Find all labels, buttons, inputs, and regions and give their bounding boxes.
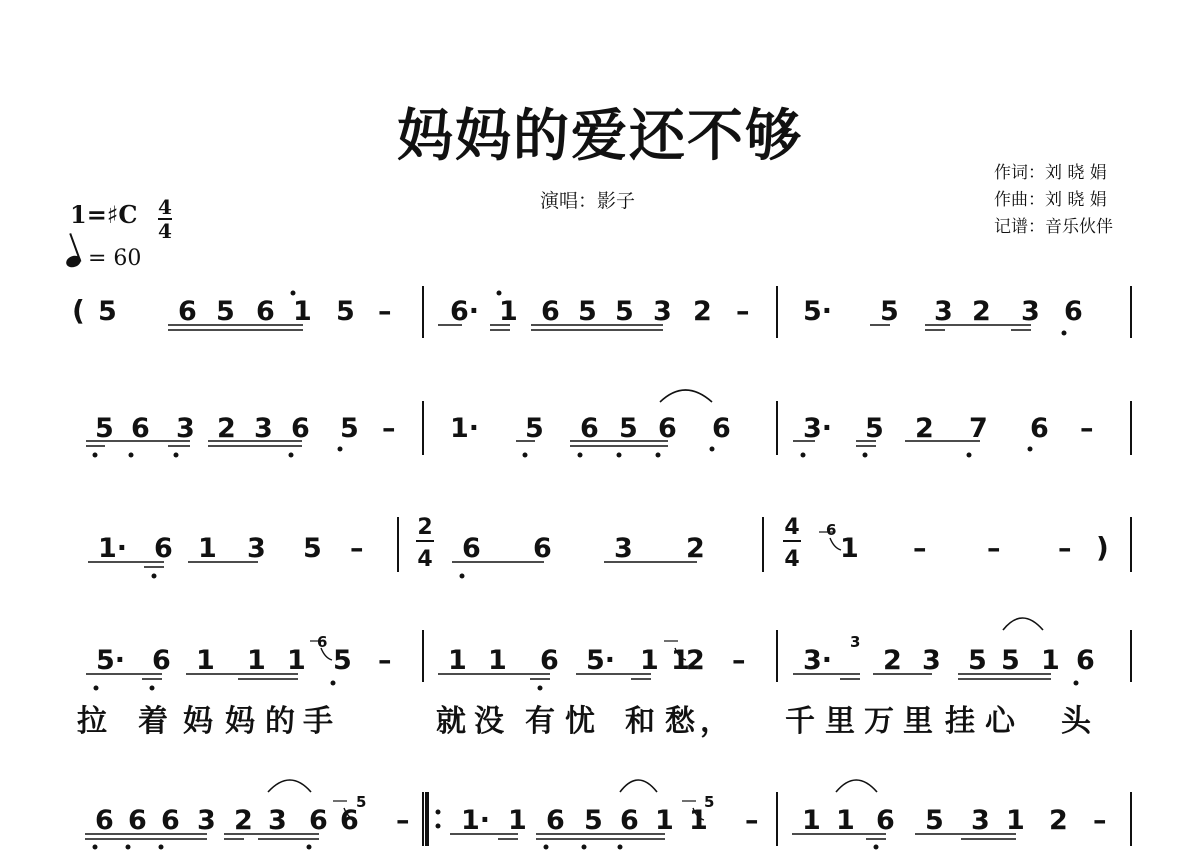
note: 6: [1064, 296, 1083, 327]
note: 6: [540, 645, 559, 676]
inline-ts-top: 2: [417, 515, 433, 540]
extension-dash: –: [1093, 805, 1107, 836]
note: 6: [131, 413, 150, 444]
lyric-char: 里: [903, 704, 933, 739]
note: 6: [1030, 413, 1049, 444]
note: 3: [1021, 296, 1040, 327]
extension-dash: –: [736, 296, 750, 327]
extension-dash: –: [987, 533, 1001, 564]
lyric-char: 和: [625, 704, 655, 739]
note: ): [1096, 531, 1109, 564]
note: 6: [154, 533, 173, 564]
note: 2: [1049, 805, 1068, 836]
note: (: [72, 294, 85, 327]
repeat-dot: [436, 824, 441, 829]
lyric-char: 的: [265, 704, 295, 739]
extension-dash: –: [745, 805, 759, 836]
notation-line: [96, 633, 1095, 676]
note: 6: [541, 296, 560, 327]
note: 6: [712, 413, 731, 444]
note: 6: [462, 533, 481, 564]
note: 1: [488, 645, 507, 676]
lyric-char: 心: [985, 704, 1015, 739]
note: 1: [287, 645, 306, 676]
note: 6: [658, 413, 677, 444]
note: 1·: [450, 413, 480, 444]
lyric-char: 就: [436, 704, 466, 739]
lyric-char: 头: [1061, 704, 1091, 739]
note: 1: [293, 296, 312, 327]
note: 6: [152, 645, 171, 676]
lyric-char: 妈: [225, 704, 255, 739]
note: 3: [971, 805, 990, 836]
song-title: 妈妈的爱还不够: [397, 103, 803, 169]
note: 5: [865, 413, 884, 444]
octave-dots: [93, 291, 1079, 850]
note: 6: [340, 805, 359, 836]
composer-credit: 作曲：刘 晓 娟: [994, 190, 1107, 210]
note: 1: [655, 805, 674, 836]
note: 1: [1006, 805, 1025, 836]
extension-dash: –: [1058, 533, 1072, 564]
note: 3: [922, 645, 941, 676]
note: 5: [340, 413, 359, 444]
note: 2: [217, 413, 236, 444]
grace-ties: [321, 538, 841, 820]
lyric-char: 万: [864, 704, 894, 739]
lyric-char: 着: [138, 704, 168, 739]
note: 1: [247, 645, 266, 676]
extension-dash: –: [350, 533, 364, 564]
note: 5: [880, 296, 899, 327]
lyric-char: 里: [825, 704, 855, 739]
note: 6: [580, 413, 599, 444]
note: 1: [198, 533, 217, 564]
note: 1: [840, 533, 859, 564]
note: 2: [883, 645, 902, 676]
transcriber-credit: 记谱：音乐伙伴: [994, 217, 1113, 237]
lyric-char: 没: [474, 704, 504, 739]
note: 5: [525, 413, 544, 444]
note: 5: [216, 296, 235, 327]
note: 5·: [803, 296, 833, 327]
note: 6: [291, 413, 310, 444]
note: 3·: [803, 413, 833, 444]
note: 3: [653, 296, 672, 327]
note: 1: [689, 805, 708, 836]
note: 3·: [803, 645, 833, 676]
note: 3: [934, 296, 953, 327]
note: 1: [448, 645, 467, 676]
note: 5: [303, 533, 322, 564]
inline-time-signature-1: [416, 515, 434, 572]
note: 1·: [98, 533, 128, 564]
note: 6: [128, 805, 147, 836]
extension-dash: –: [913, 533, 927, 564]
note: 2: [693, 296, 712, 327]
note: 6: [546, 805, 565, 836]
lyric-char: 妈: [183, 704, 213, 739]
note: 5: [619, 413, 638, 444]
note: 3: [254, 413, 273, 444]
note: 1: [640, 645, 659, 676]
lyric-char: 手: [303, 704, 333, 739]
lyric-char: 忧: [565, 704, 595, 739]
grace-note: 5: [704, 793, 715, 811]
note: 6: [256, 296, 275, 327]
notation-line: [95, 793, 1107, 836]
note: 1: [836, 805, 855, 836]
lyric-char: 拉: [77, 704, 107, 739]
barlines: [398, 286, 1131, 846]
time-signature-bottom: 4: [158, 219, 172, 243]
lyric-char: 愁: [665, 704, 695, 739]
note: 6: [95, 805, 114, 836]
note: 5·: [96, 645, 126, 676]
duration-lines: [85, 325, 1051, 839]
note: 2: [686, 533, 705, 564]
note: 3: [268, 805, 287, 836]
note: 1: [1041, 645, 1060, 676]
lyric-char: ，: [700, 704, 730, 739]
note: 7: [969, 413, 988, 444]
lyricist-credit: 作词：刘 晓 娟: [994, 163, 1107, 183]
note: 1: [802, 805, 821, 836]
note: 1·: [461, 805, 491, 836]
lyric-char: 有: [525, 704, 555, 739]
inline-ts-top: 4: [784, 515, 800, 540]
note: 1: [196, 645, 215, 676]
note: 5: [578, 296, 597, 327]
note: 6: [533, 533, 552, 564]
notation-line: [98, 521, 1109, 564]
note: 2: [915, 413, 934, 444]
note: 6: [1076, 645, 1095, 676]
notation-line: [72, 294, 1083, 327]
note: 1: [671, 645, 690, 676]
note: 5: [1001, 645, 1020, 676]
note: 2: [686, 645, 705, 676]
note: 2: [972, 296, 991, 327]
note: 1: [508, 805, 527, 836]
note: 6: [620, 805, 639, 836]
extension-dash: –: [1080, 413, 1094, 444]
notation-line: [95, 413, 1094, 444]
note: 3: [197, 805, 216, 836]
note: 6·: [450, 296, 480, 327]
note: 5: [98, 296, 117, 327]
note: 1: [499, 296, 518, 327]
extension-dash: –: [378, 645, 392, 676]
note: 3: [247, 533, 266, 564]
note: 5: [95, 413, 114, 444]
extension-dash: –: [732, 645, 746, 676]
note: 5: [615, 296, 634, 327]
note: 5: [584, 805, 603, 836]
note: 5·: [586, 645, 616, 676]
note: 6: [309, 805, 328, 836]
lyric-char: 千: [785, 704, 815, 739]
extension-dash: –: [396, 805, 410, 836]
note: 6: [178, 296, 197, 327]
grace-note: 6: [317, 633, 328, 651]
note: 5: [336, 296, 355, 327]
note: 5: [333, 645, 352, 676]
lyric-char: 挂: [945, 704, 975, 739]
extension-dash: –: [378, 296, 392, 327]
key-signature: 1=♯C: [70, 200, 138, 229]
note: 2: [234, 805, 253, 836]
repeat-dot: [436, 810, 441, 815]
tempo-value: = 60: [88, 246, 142, 271]
inline-time-signature-2: [783, 515, 801, 572]
grace-note: 5: [356, 793, 367, 811]
note: 3: [614, 533, 633, 564]
grace-note: 6: [826, 521, 837, 539]
inline-ts-bottom: 4: [417, 547, 433, 572]
extension-dash: –: [382, 413, 396, 444]
note: 6: [161, 805, 180, 836]
note: 5: [968, 645, 987, 676]
note: 5: [925, 805, 944, 836]
inline-ts-bottom: 4: [784, 547, 800, 572]
singer-credit: 演唱：影子: [540, 190, 636, 212]
note: 3: [176, 413, 195, 444]
grace-note: 3: [850, 633, 861, 651]
notes-layer: [72, 294, 1109, 836]
lyrics-layer: [77, 704, 1092, 739]
note: 6: [876, 805, 895, 836]
time-signature-top: 4: [158, 195, 172, 219]
